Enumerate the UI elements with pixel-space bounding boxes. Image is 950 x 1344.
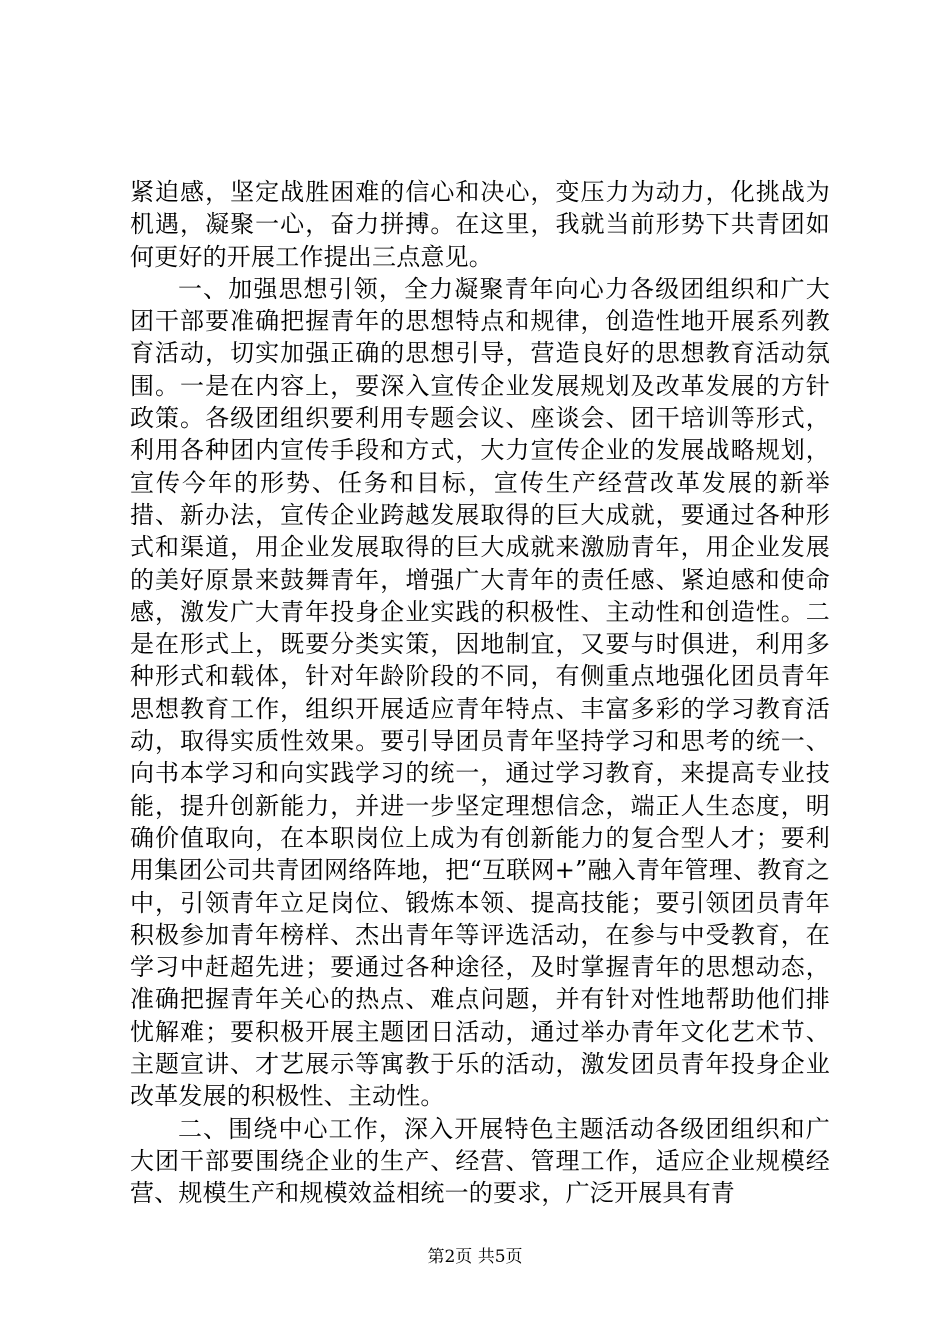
paragraph-section-one: 一、加强思想引领，全力凝聚青年向心力各级团组织和广大团干部要准确把握青年的思想特点和规律，创造性地开展系列教育活动，切实加强正确的思想引导，营造良好的思想教育活动氛围。一是在内容上，要深入宣传企业发展规划及改革发展的方针政策。各级团组织要利用专题会议、座谈会、团干培训等形式，利用各种团内宣传手段和方式，大力宣传企业的发展战略规划，宣传今年的形势、任务和目标，宣传生产经营改革发展的新举措、新办法，宣传企业跨越发展取得的巨大成就，要通过各种形式和渠道，用企业发展取得的巨大成就来激励青年，用企业发展的美好原景来鼓舞青年，增强广大青年的责任感、紧迫感和使命感，激发广大青年投身企业实践的积极性、主动性和创造性。二是在形式上，既要分类实策，因地制宜，又要与时俱进，利用多种形式和载体，针对年龄阶段的不同，有侧重点地强化团员青年思想教育工作，组织开展适应青年特点、丰富多彩的学习教育活动，取得实质性效果。要引导团员青年坚持学习和思考的统一、向书本学习和向实践学习的统一，通过学习教育，来提高专业技能，提升创新能力，并进一步坚定理想信念，端正人生态度，明确价值取向，在本职岗位上成为有创新能力的复合型人才；要利用集团公司共青团网络阵地，把“互联网+”融入青年管理、教育之中，引领青年立足岗位、锻炼本领、提高技能；要引领团员青年积极参加青年榜样、杰出青年等评选活动，在参与中受教育，在学习中赶超先进；要通过各种途径，及时掌握青年的思想动态，准确把握青年关心的热点、难点问题，并有针对性地帮助他们排忧解难；要积极开展主题团日活动，通过举办青年文化艺术节、主题宣讲、才艺展示等寓教于乐的活动，激发团员青年投身企业改革发展的积极性、主动性。 [130,274,830,1111]
paragraph-section-two: 二、围绕中心工作，深入开展特色主题活动各级团组织和广大团干部要围绕企业的生产、经营、管理工作，适应企业规模经营、规模生产和规模效益相统一的要求，广泛开展具有青 [130,1114,830,1208]
page-footer: 第2页 共5页 [427,1247,523,1267]
paragraph-continuation: 紧迫感，坚定战胜困难的信心和决心，变压力为动力，化挑战为机遇，凝聚一心，奋力拼搏。在这里，我就当前形势下共青团如何更好的开展工作提出三点意见。 [130,178,830,271]
document-body [130,176,830,1210]
